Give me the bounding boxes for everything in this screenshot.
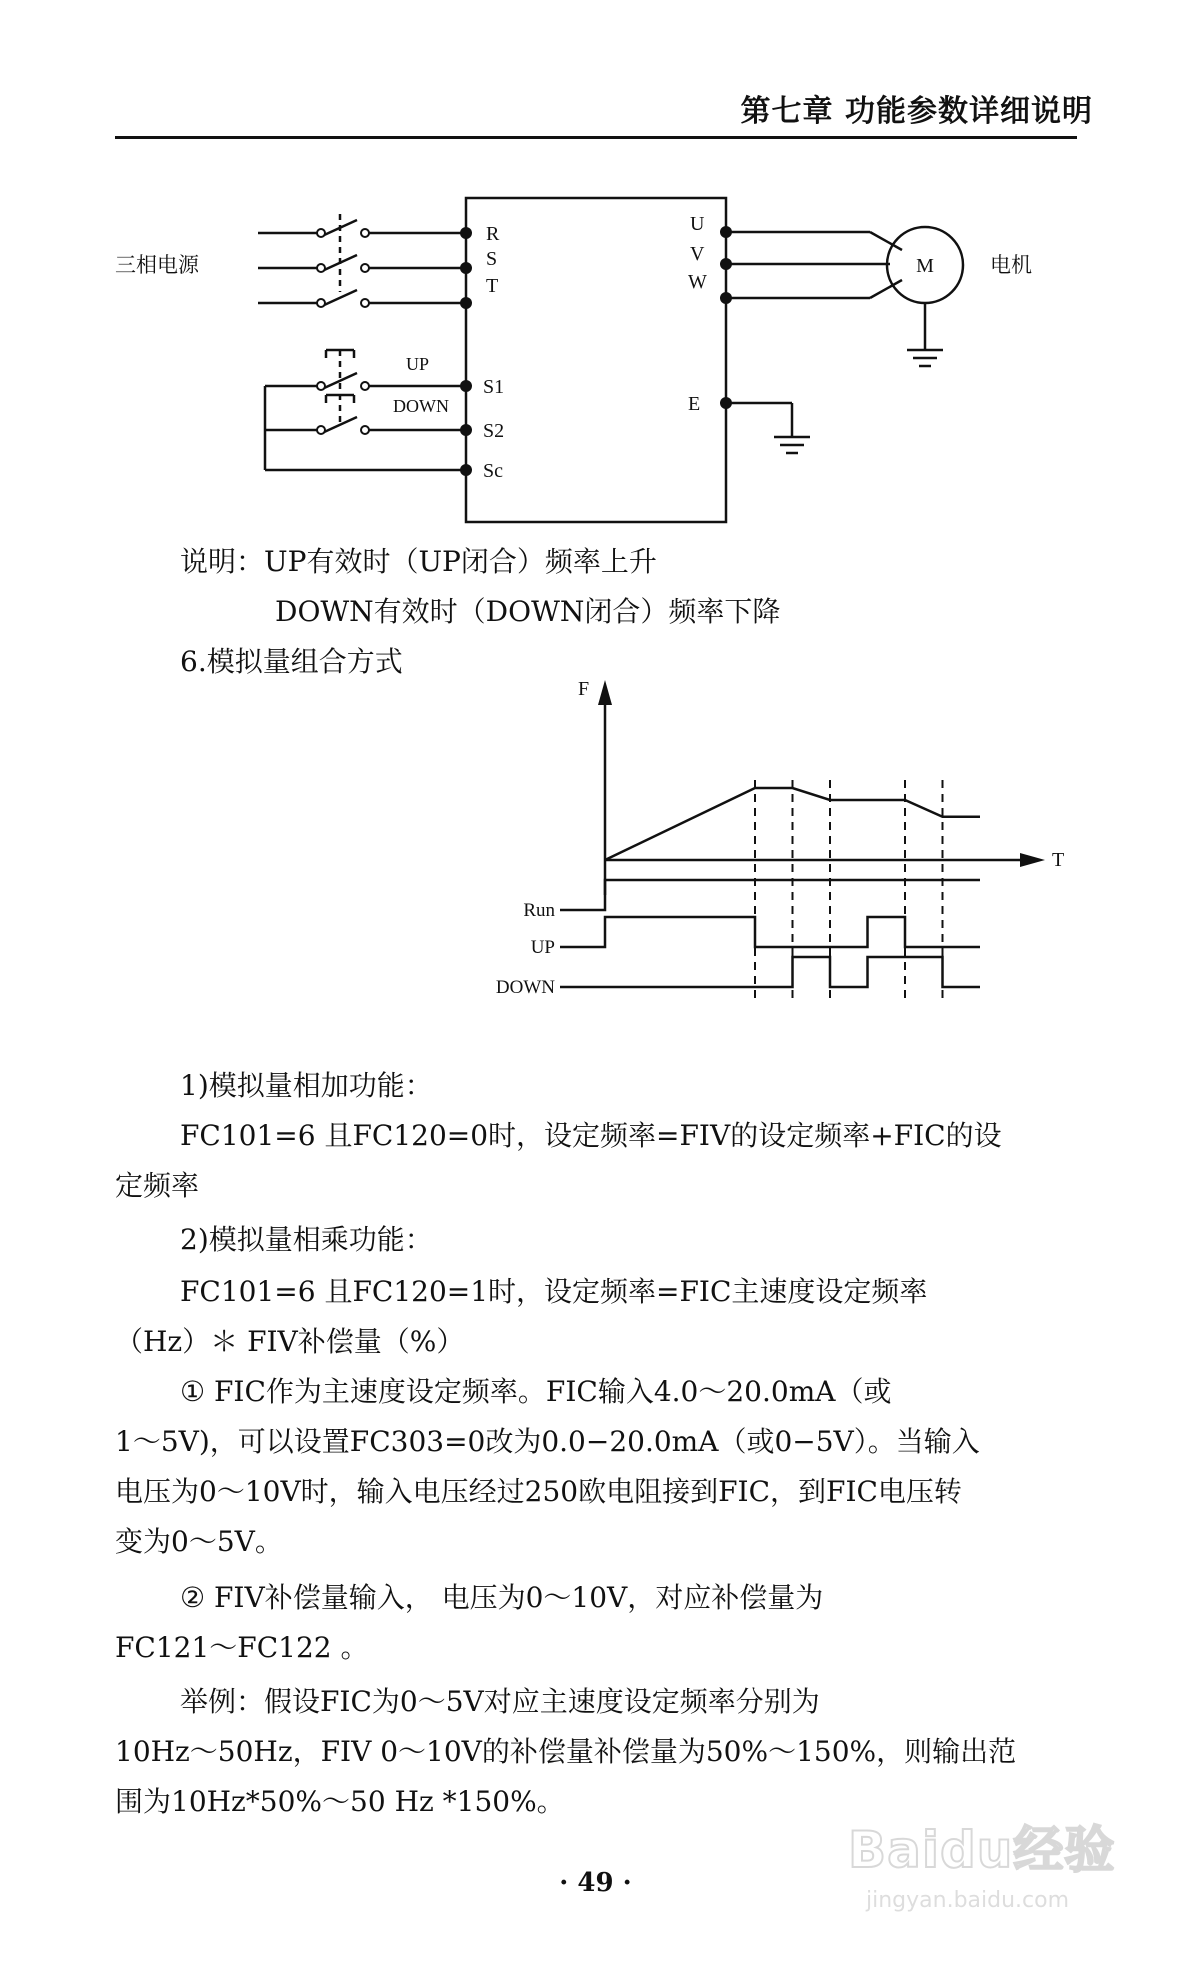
timing-chart: [0, 670, 1191, 1050]
chapter-title: 第七章 功能参数详细说明: [740, 94, 1093, 129]
ground-wiring: [726, 403, 810, 453]
p1-title: 1)模拟量相加功能：: [180, 1069, 433, 1102]
power-source-label: 三相电源: [115, 253, 199, 277]
p5-line1: 举例：假设FIC为0～5V对应主速度设定频率分别为: [180, 1685, 820, 1718]
signal-run: [560, 880, 980, 910]
section-title: 6.模拟量组合方式: [180, 645, 403, 678]
motor-wiring: [726, 227, 963, 366]
watermark: [848, 1810, 1128, 1930]
p3-line4: 变为0～5V。: [115, 1525, 283, 1558]
signal-label-up: UP: [530, 937, 555, 958]
p1-line1: FC101=6 且FC120=0时，设定频率=FIV的设定频率+FIC的设: [180, 1119, 1002, 1152]
chart-series: [560, 788, 980, 987]
power-input-wiring: [258, 214, 464, 306]
terminal-s: S: [486, 248, 498, 270]
y-axis-label: F: [578, 678, 590, 700]
terminal-e: E: [688, 393, 701, 415]
chart-axes: [605, 700, 1030, 895]
x-axis-label: T: [1052, 849, 1065, 871]
p5-line2: 10Hz～50Hz，FIV 0～10V的补偿量补偿量为50%～150%，则输出范: [115, 1735, 1017, 1768]
p1-line2: 定频率: [115, 1169, 200, 1202]
p2-line1: FC101=6 且FC120=1时，设定频率=FIC主速度设定频率: [180, 1275, 928, 1308]
wiring-diagram: [0, 180, 1191, 720]
p4-line2: FC121～FC122 。: [115, 1631, 369, 1664]
p2-title: 2)模拟量相乘功能：: [180, 1223, 433, 1256]
note-up: 说明：UP有效时（UP闭合）频率上升: [180, 545, 657, 578]
switch-up-label: UP: [406, 354, 430, 374]
watermark-logo: Baidu经验: [848, 1821, 1116, 1879]
note-down: DOWN有效时（DOWN闭合）频率下降: [275, 595, 781, 628]
motor-symbol: M: [916, 255, 934, 277]
p5-line3: 围为10Hz*50%～50 Hz *150%。: [115, 1785, 565, 1818]
inverter-box: [466, 198, 726, 522]
terminal-sc: Sc: [483, 460, 503, 482]
terminal-r: R: [486, 223, 500, 245]
switch-down-label: DOWN: [393, 396, 449, 416]
chart-series-labels: [496, 900, 556, 998]
terminal-v: V: [690, 243, 705, 265]
terminal-s2: S2: [483, 420, 505, 442]
terminal-t: T: [486, 275, 499, 297]
signal-up: [560, 917, 980, 947]
terminal-w: W: [688, 271, 707, 293]
terminal-s1: S1: [483, 376, 505, 398]
page-number: · 49 ·: [559, 1868, 632, 1898]
x-axis-arrow: [1020, 853, 1045, 867]
p3-line3: 电压为0～10V时，输入电压经过250欧电阻接到FIC，到FIC电压转: [115, 1475, 962, 1508]
terminal-u: U: [690, 213, 705, 235]
signal-down: [560, 957, 980, 987]
p4-line1: ② FIV补偿量输入， 电压为0～10V，对应补偿量为: [180, 1581, 824, 1614]
signal-label-run: Run: [523, 900, 555, 921]
motor-label: 电机: [990, 253, 1032, 277]
signal-label-down: DOWN: [495, 977, 555, 998]
y-axis-arrow: [598, 680, 612, 705]
p3-line2: 1～5V)，可以设置FC303=0改为0.0−20.0mA（或0−5V）。当输入: [115, 1425, 980, 1458]
header-rule: [115, 136, 1077, 139]
p3-line1: ① FIC作为主速度设定频率。FIC输入4.0～20.0mA（或: [180, 1375, 892, 1408]
control-contacts: [317, 382, 369, 434]
watermark-url: jingyan.baidu.com: [866, 1888, 1070, 1913]
chart-guides: [755, 780, 943, 1000]
p2-line2: （Hz）＊ FIV补偿量（%）: [115, 1325, 465, 1358]
